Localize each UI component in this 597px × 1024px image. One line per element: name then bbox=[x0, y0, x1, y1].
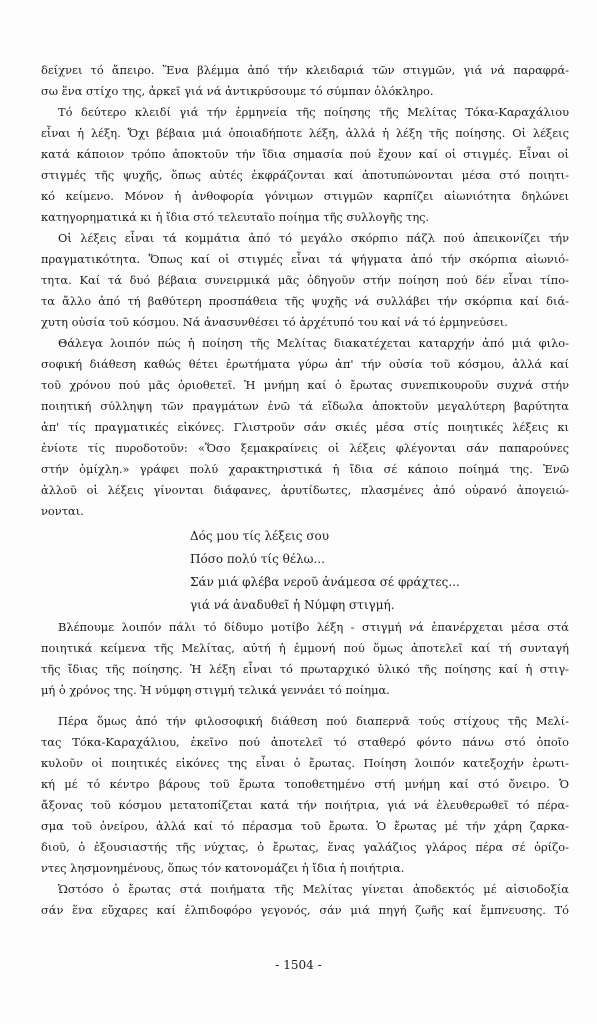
text-line: ἀλλοῦ οἱ λέξεις γίνονται διάφανες, ἀρυτίδωτες, πλασμένες ἀπό οὐρανό ἀπογειώ- bbox=[41, 483, 569, 497]
text-line: πραγματικότητα. Ὅπως καί οἱ στιγμές εἶναι τά ψήγματα ἀπό τήν σκόρπια αἰωνιό- bbox=[41, 252, 569, 266]
text-line: σμα τοῦ ὀνείρου, ἀλλά καί τό πέρασμα τοῦ ἔρωτα. Ὁ ἔρωτας μέ τήν χάρη ζαρκα- bbox=[41, 819, 569, 833]
text-line: διοῦ, ὁ ἐξουσιαστής τῆς νύχτας, ὁ ἔρωτας, ἕνας γαλάζιος γλάρος πέρα σέ ὁρίζο- bbox=[41, 840, 569, 854]
text-line: σοφική διάθεση καθώς θέτει ἐρωτήματα γύρω ἀπ' τήν οὐσία τοῦ κόσμου, ἀλλά καί bbox=[41, 357, 569, 371]
text-line: Πέρα ὅμως ἀπό τήν φιλοσοφική διάθεση πού διαπερνᾶ τούς στίχους τῆς Μελί- bbox=[58, 714, 569, 728]
poem-line: Δός μου τίς λέξεις σου bbox=[190, 529, 330, 543]
text-line: Θάλεγα λοιπόν πώς ἡ ποίηση τῆς Μελίτας διακατέχεται καταρχήν ἀπό μιά φιλο- bbox=[58, 336, 569, 350]
text-line: ντες λησμονημένους, ὅπως τόν κατονομάζει ἡ ἴδια ἡ ποιήτρια. bbox=[41, 861, 405, 875]
text-line: κατηγορηματικά κι ἡ ἴδια στό τελευταῖο ποίημα τῆς συλλογῆς της. bbox=[41, 210, 430, 224]
text-line: ἄξονας τοῦ κόσμου μετατοπίζεται κατά τήν ποιήτρια, γιά νά ἐλευθερωθεῖ τό πέρα- bbox=[41, 798, 569, 812]
text-line: Βλέπουμε λοιπόν πάλι τό δίδυμο μοτίβο λέξη - στιγμή νά ἐπανέρχεται μέσα στά bbox=[58, 620, 569, 634]
poem-line: γιά νά ἀναδυθεῖ ἡ Νύμφη στιγμή. bbox=[190, 598, 395, 612]
text-line: τῆς ἴδιας τῆς ποίησης. Ἡ λέξη εἶναι τό πρωταρχικό ὑλικό τῆς ποίησης καί ἡ στιγ- bbox=[41, 662, 569, 676]
text-line: ἀπ' τίς πραγματικές εἰκόνες. Γλιστροῦν σάν σκιές μέσα στίς ποιητικές λέξεις κι bbox=[41, 420, 569, 434]
poem-line: Σάν μιά φλέβα νεροῦ ἀνάμεσα σέ φράχτες... bbox=[190, 575, 460, 589]
text-line: Ὡστόσο ὁ ἔρωτας στά ποιήματα τῆς Μελίτας γίνεται ἀποδεκτός μέ αἰσιοδοξία bbox=[58, 882, 569, 896]
text-line: κή μέ τό κέντρο βάρους τοῦ ἔρωτα τοποθετημένο στή μνήμη καί στό ὄνειρο. Ὁ bbox=[41, 777, 569, 791]
text-line: κατά κάποιον τρόπο ἀποκτοῦν τήν ἴδια σημασία πού ἔχουν καί οἱ στιγμές. Εἶναι οἱ bbox=[41, 147, 569, 161]
text-line: τα ἄλλο ἀπό τή βαθύτερη προσπάθεια τῆς ψυχῆς νά συλλάβει τήν σκόρπια καί διά- bbox=[41, 294, 569, 308]
text-line: τοῦ χρόνου πού μᾶς ὁριοθετεῖ. Ἡ μνήμη καί ὁ ἔρωτας συνεπικουροῦν συχνά στήν bbox=[41, 378, 569, 392]
text-line: ποιητική σύλληψη τῶν πραγμάτων ἐνῶ τά εἴδωλα ἀποκτοῦν μεγαλύτερη βαρύτητα bbox=[41, 399, 569, 413]
text-line: κό κείμενο. Μόνον ἡ ἀνθοφορία γόνιμων στιγμῶν καρπίζει αἰωνιότητα δηλώνει bbox=[41, 189, 569, 203]
text-line: ἐνίοτε τίς πυροδοτοῦν: «Ὅσο ξεμακραίνεις οἱ λέξεις φλέγονται σάν παπαρούνες bbox=[41, 441, 569, 455]
text-line: κυλοῦν οἱ ποιητικές εἰκόνες της εἶναι ὁ ἔρωτας. Ποίηση λοιπόν κατεξοχήν ἐρωτι- bbox=[41, 756, 569, 770]
text-line: εἶναι ἡ λέξη. Ὄχι βέβαια μιά ὁποιαδήποτε λέξη, ἀλλά ἡ λέξη τῆς ποίησης. Οἱ λέξεις bbox=[41, 126, 569, 140]
text-line: στιγμές τῆς ψυχῆς, ὅπως αὐτές ἐκφράζονται καί ἀποτυπώνονται μέσα στό ποιητι- bbox=[41, 168, 569, 182]
text-line: Οἱ λέξεις εἶναι τά κομμάτια ἀπό τό μεγάλο σκόρπιο πάζλ πού ἀπεικονίζει τήν bbox=[58, 231, 569, 245]
text-line: τητα. Καί τά δυό βέβαια συνειρμικά μᾶς ὁδηγοῦν στήν ποίηση πού δέν εἶναι τίπο- bbox=[41, 273, 569, 287]
text-line: ποιητικά κείμενα τῆς Μελίτας, αὐτή ἡ ἐμμονή πού ὅμως ἀποτελεῖ καί τή συνταγή bbox=[41, 641, 569, 655]
text-line: στήν ὁμίχλη.» γράφει πολύ χαρακτηριστικά ἡ ἴδια σέ κάποιο ποίημά της. Ἐνῶ bbox=[41, 462, 569, 476]
text-line: τας Τόκα-Καραχάλιου, ἐκεῖνο πού ἀποτελεῖ τό σταθερό φόντο πάνω στό ὁποῖο bbox=[41, 735, 569, 749]
text-line: σάν ἕνα εὔχαρες καί ἐλπιδοφόρο γεγονός, σάν μιά πηγή ζωῆς καί ἔμπνευσης. Τό bbox=[41, 903, 569, 917]
text-line: σω ἕνα στίχο της, ἀρκεῖ γιά νά ἀντικρύσουμε τό σύμπαν ὁλόκληρο. bbox=[41, 84, 434, 98]
text-line: δείχνει τό ἄπειρο. Ἕνα βλέμμα ἀπό τήν κλειδαριά τῶν στιγμῶν, γιά νά παραφρά- bbox=[41, 63, 569, 77]
text-line: Τό δεύτερο κλειδί γιά τήν ἑρμηνεία τῆς ποίησης τῆς Μελίτας Τόκα-Καραχάλιου bbox=[58, 105, 569, 119]
text-line: μή ὁ χρόνος της. Ἡ νύμφη στιγμή τελικά γεννάει τό ποίημα. bbox=[41, 683, 390, 697]
text-line: νονται. bbox=[41, 504, 84, 518]
text-line: χυτη οὐσία τοῦ κόσμου. Νά ἀνασυνθέσει τό ἀρχέτυπό του καί νά τό ἑρμηνεύσει. bbox=[41, 315, 508, 329]
page-number: - 1504 - bbox=[275, 958, 322, 972]
poem-line: Πόσο πολύ τίς θέλω... bbox=[190, 552, 325, 566]
